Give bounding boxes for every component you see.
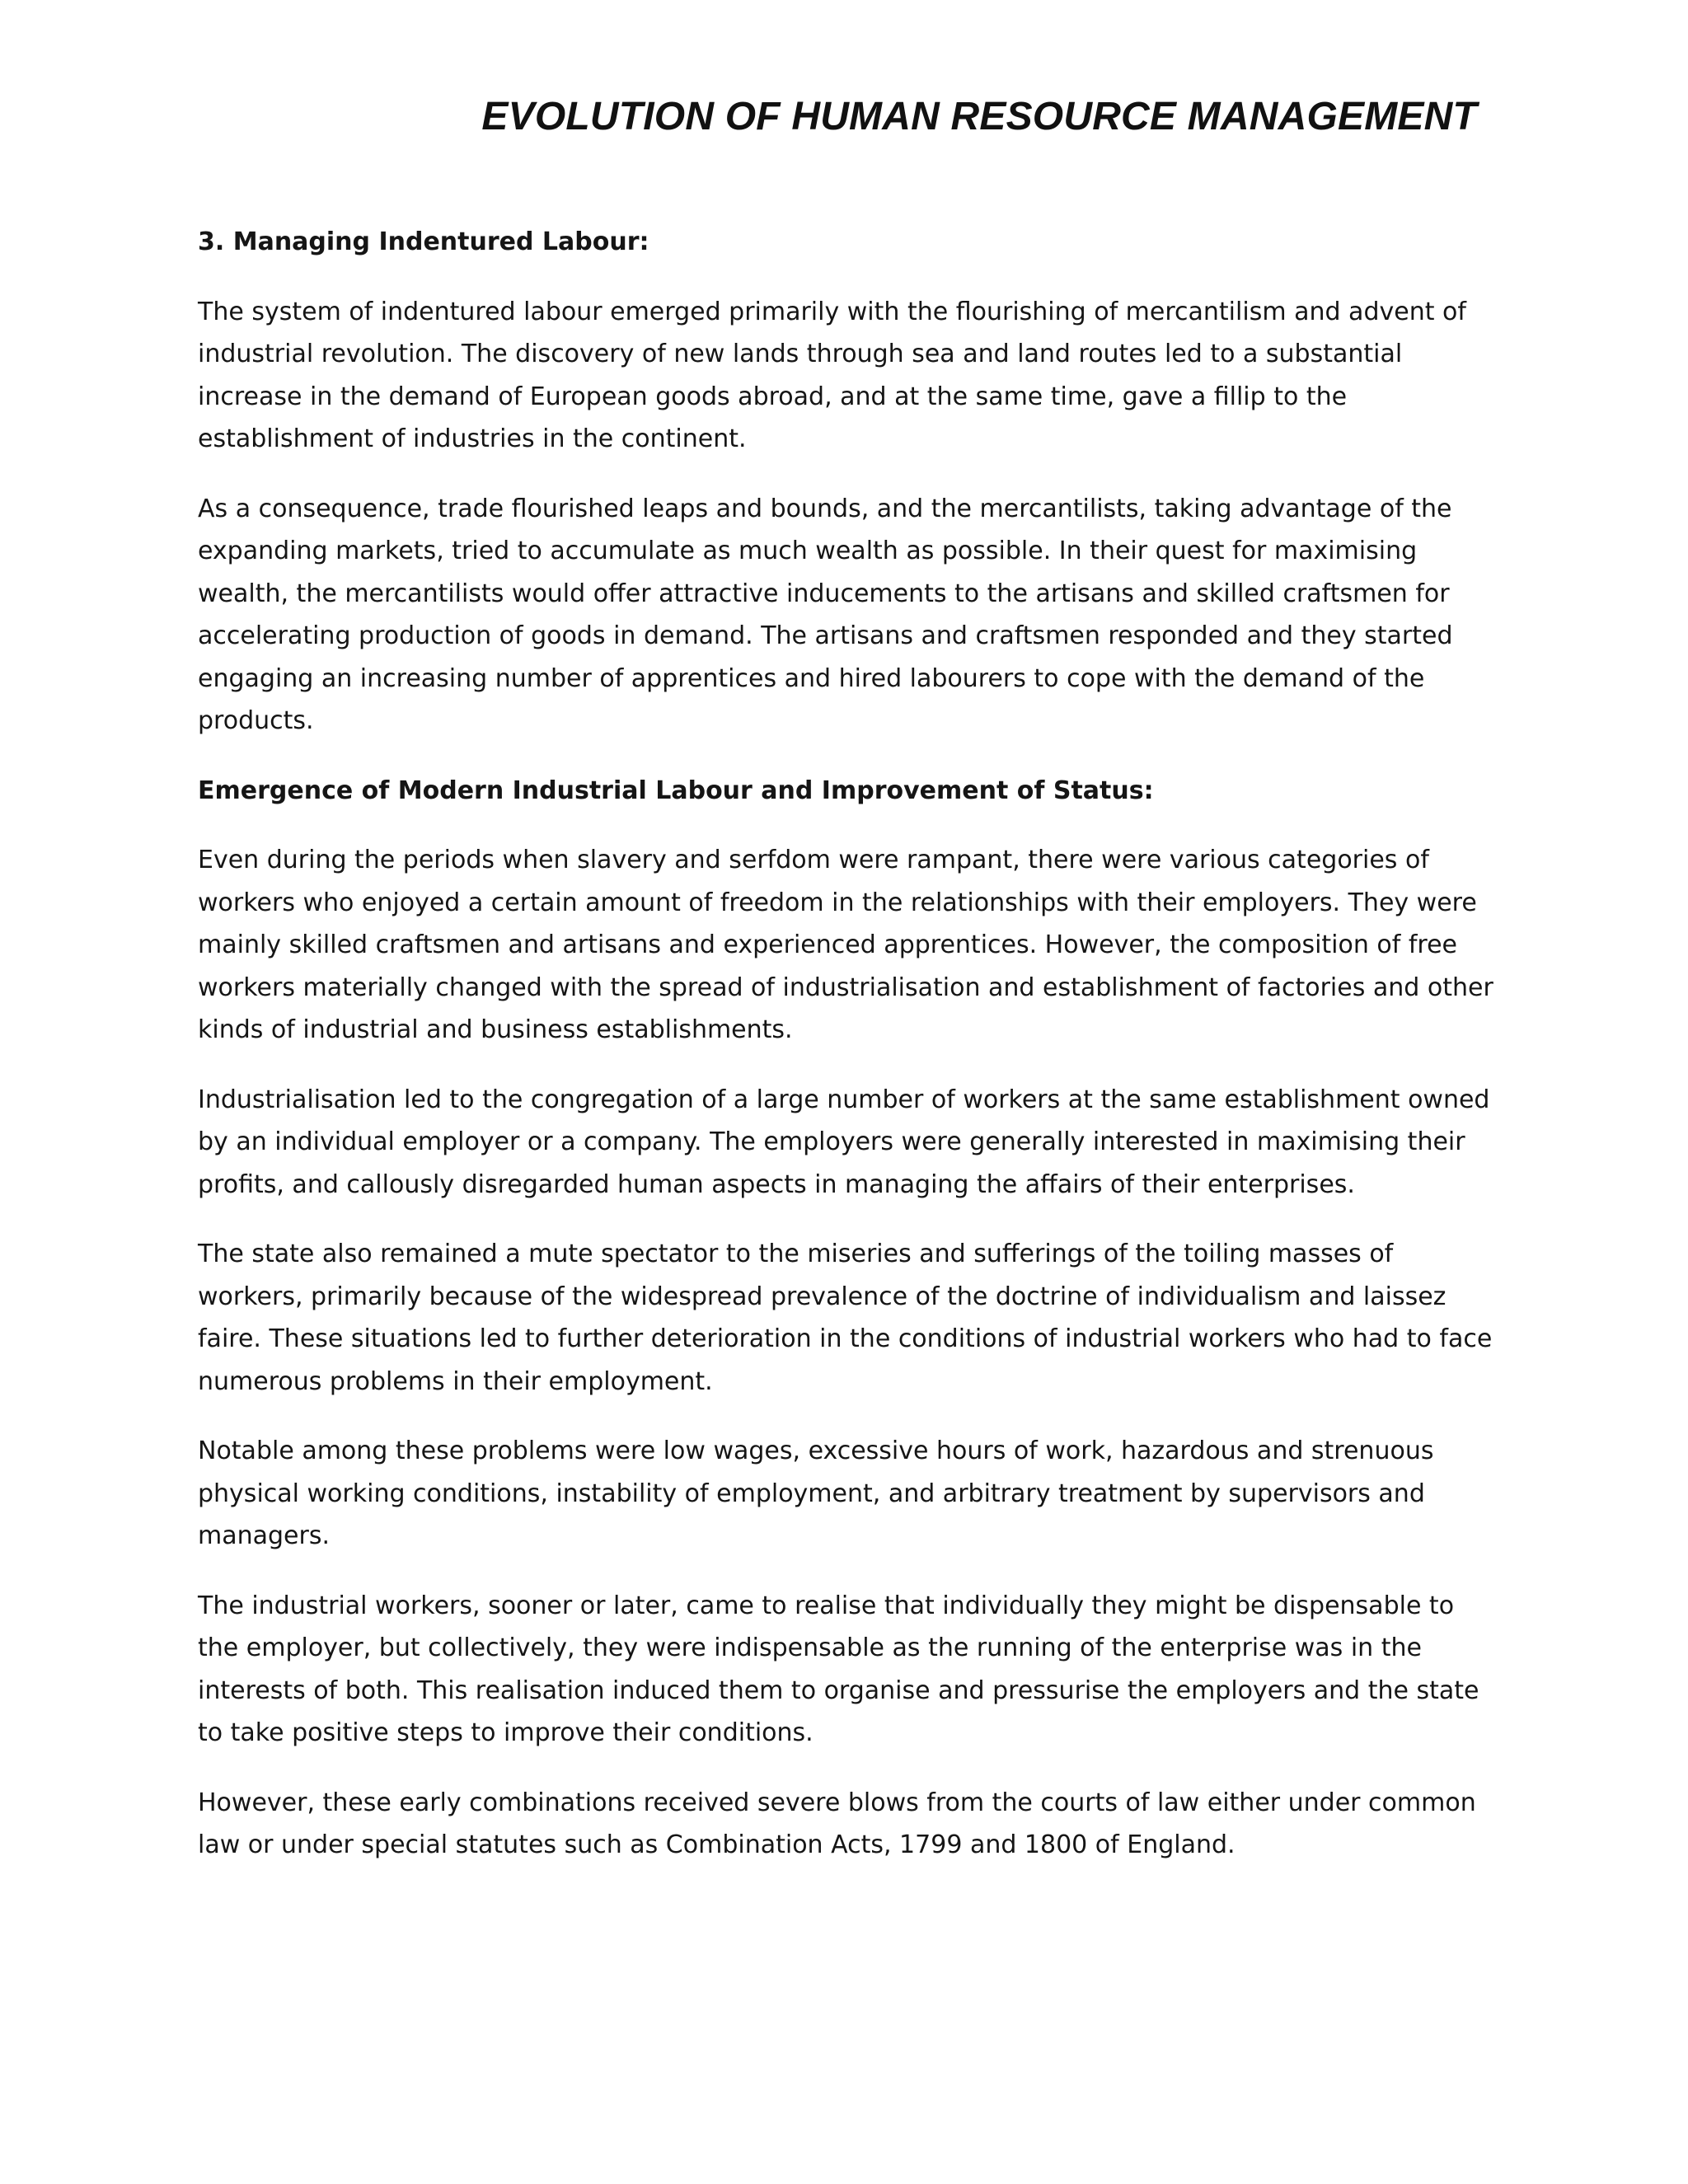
page-body: [198, 221, 1500, 1894]
paragraph: The system of indentured labour emerged primarily with the flourishing of mercantilism and advent of industrial revolution. The discovery of new lands through sea and land routes led to a substantial increase in the demand of European goods abroad, and at the same time, gave a fillip to the establishment of industries in the continent.: [198, 297, 1466, 453]
section-heading-indentured-labour: 3. Managing Indentured Labour:: [198, 227, 649, 256]
paragraph: However, these early combinations received severe blows from the courts of law either under common law or under special statutes such as Combination Acts, 1799 and 1800 of England.: [198, 1788, 1476, 1859]
paragraph: Even during the periods when slavery and serfdom were rampant, there were various categories of workers who enjoyed a certain amount of freedom in the relationships with their employers. They were mainly skilled craftsmen and artisans and experienced apprentices. However, the composition of free workers materially changed with the spread of industrialisation and establishment of factories and other kinds of industrial and business establishments.: [198, 846, 1493, 1044]
paragraph: The state also remained a mute spectator to the miseries and sufferings of the toiling masses of workers, primarily because of the widespread prevalence of the doctrine of individualism and laissez faire. These situations led to further deterioration in the conditions of industrial workers who had to face numerous problems in their employment.: [198, 1240, 1493, 1396]
paragraph: The industrial workers, sooner or later, came to realise that individually they might be dispensable to the employer, but collectively, they were indispensable as the running of the enterprise was in the interests of both. This realisation induced them to organise and pressurise the employers and the state to take positive steps to improve their conditions.: [198, 1591, 1479, 1747]
paragraph: Industrialisation led to the congregation of a large number of workers at the same establishment owned by an individual employer or a company. The employers were generally interested in maximising their profits, and callously disregarded human aspects in managing the affairs of their enterprises.: [198, 1085, 1490, 1199]
section-heading-modern-industrial-labour: Emergence of Modern Industrial Labour and Improvement of Status:: [198, 776, 1154, 805]
paragraph: Notable among these problems were low wages, excessive hours of work, hazardous and strenuous physical working conditions, instability of employment, and arbitrary treatment by supervisors and managers.: [198, 1436, 1434, 1550]
paragraph: As a consequence, trade flourished leaps and bounds, and the mercantilists, taking advantage of the expanding markets, tried to accumulate as much wealth as possible. In their quest for maximising wealth, the mercantilists would offer attractive inducements to the artisans and skilled craftsmen for accelerating production of goods in demand. The artisans and craftsmen responded and they started engaging an increasing number of apprentices and hired labourers to cope with the demand of the products.: [198, 494, 1453, 735]
running-header-title: EVOLUTION OF HUMAN RESOURCE MANAGEMENT: [481, 95, 1477, 138]
